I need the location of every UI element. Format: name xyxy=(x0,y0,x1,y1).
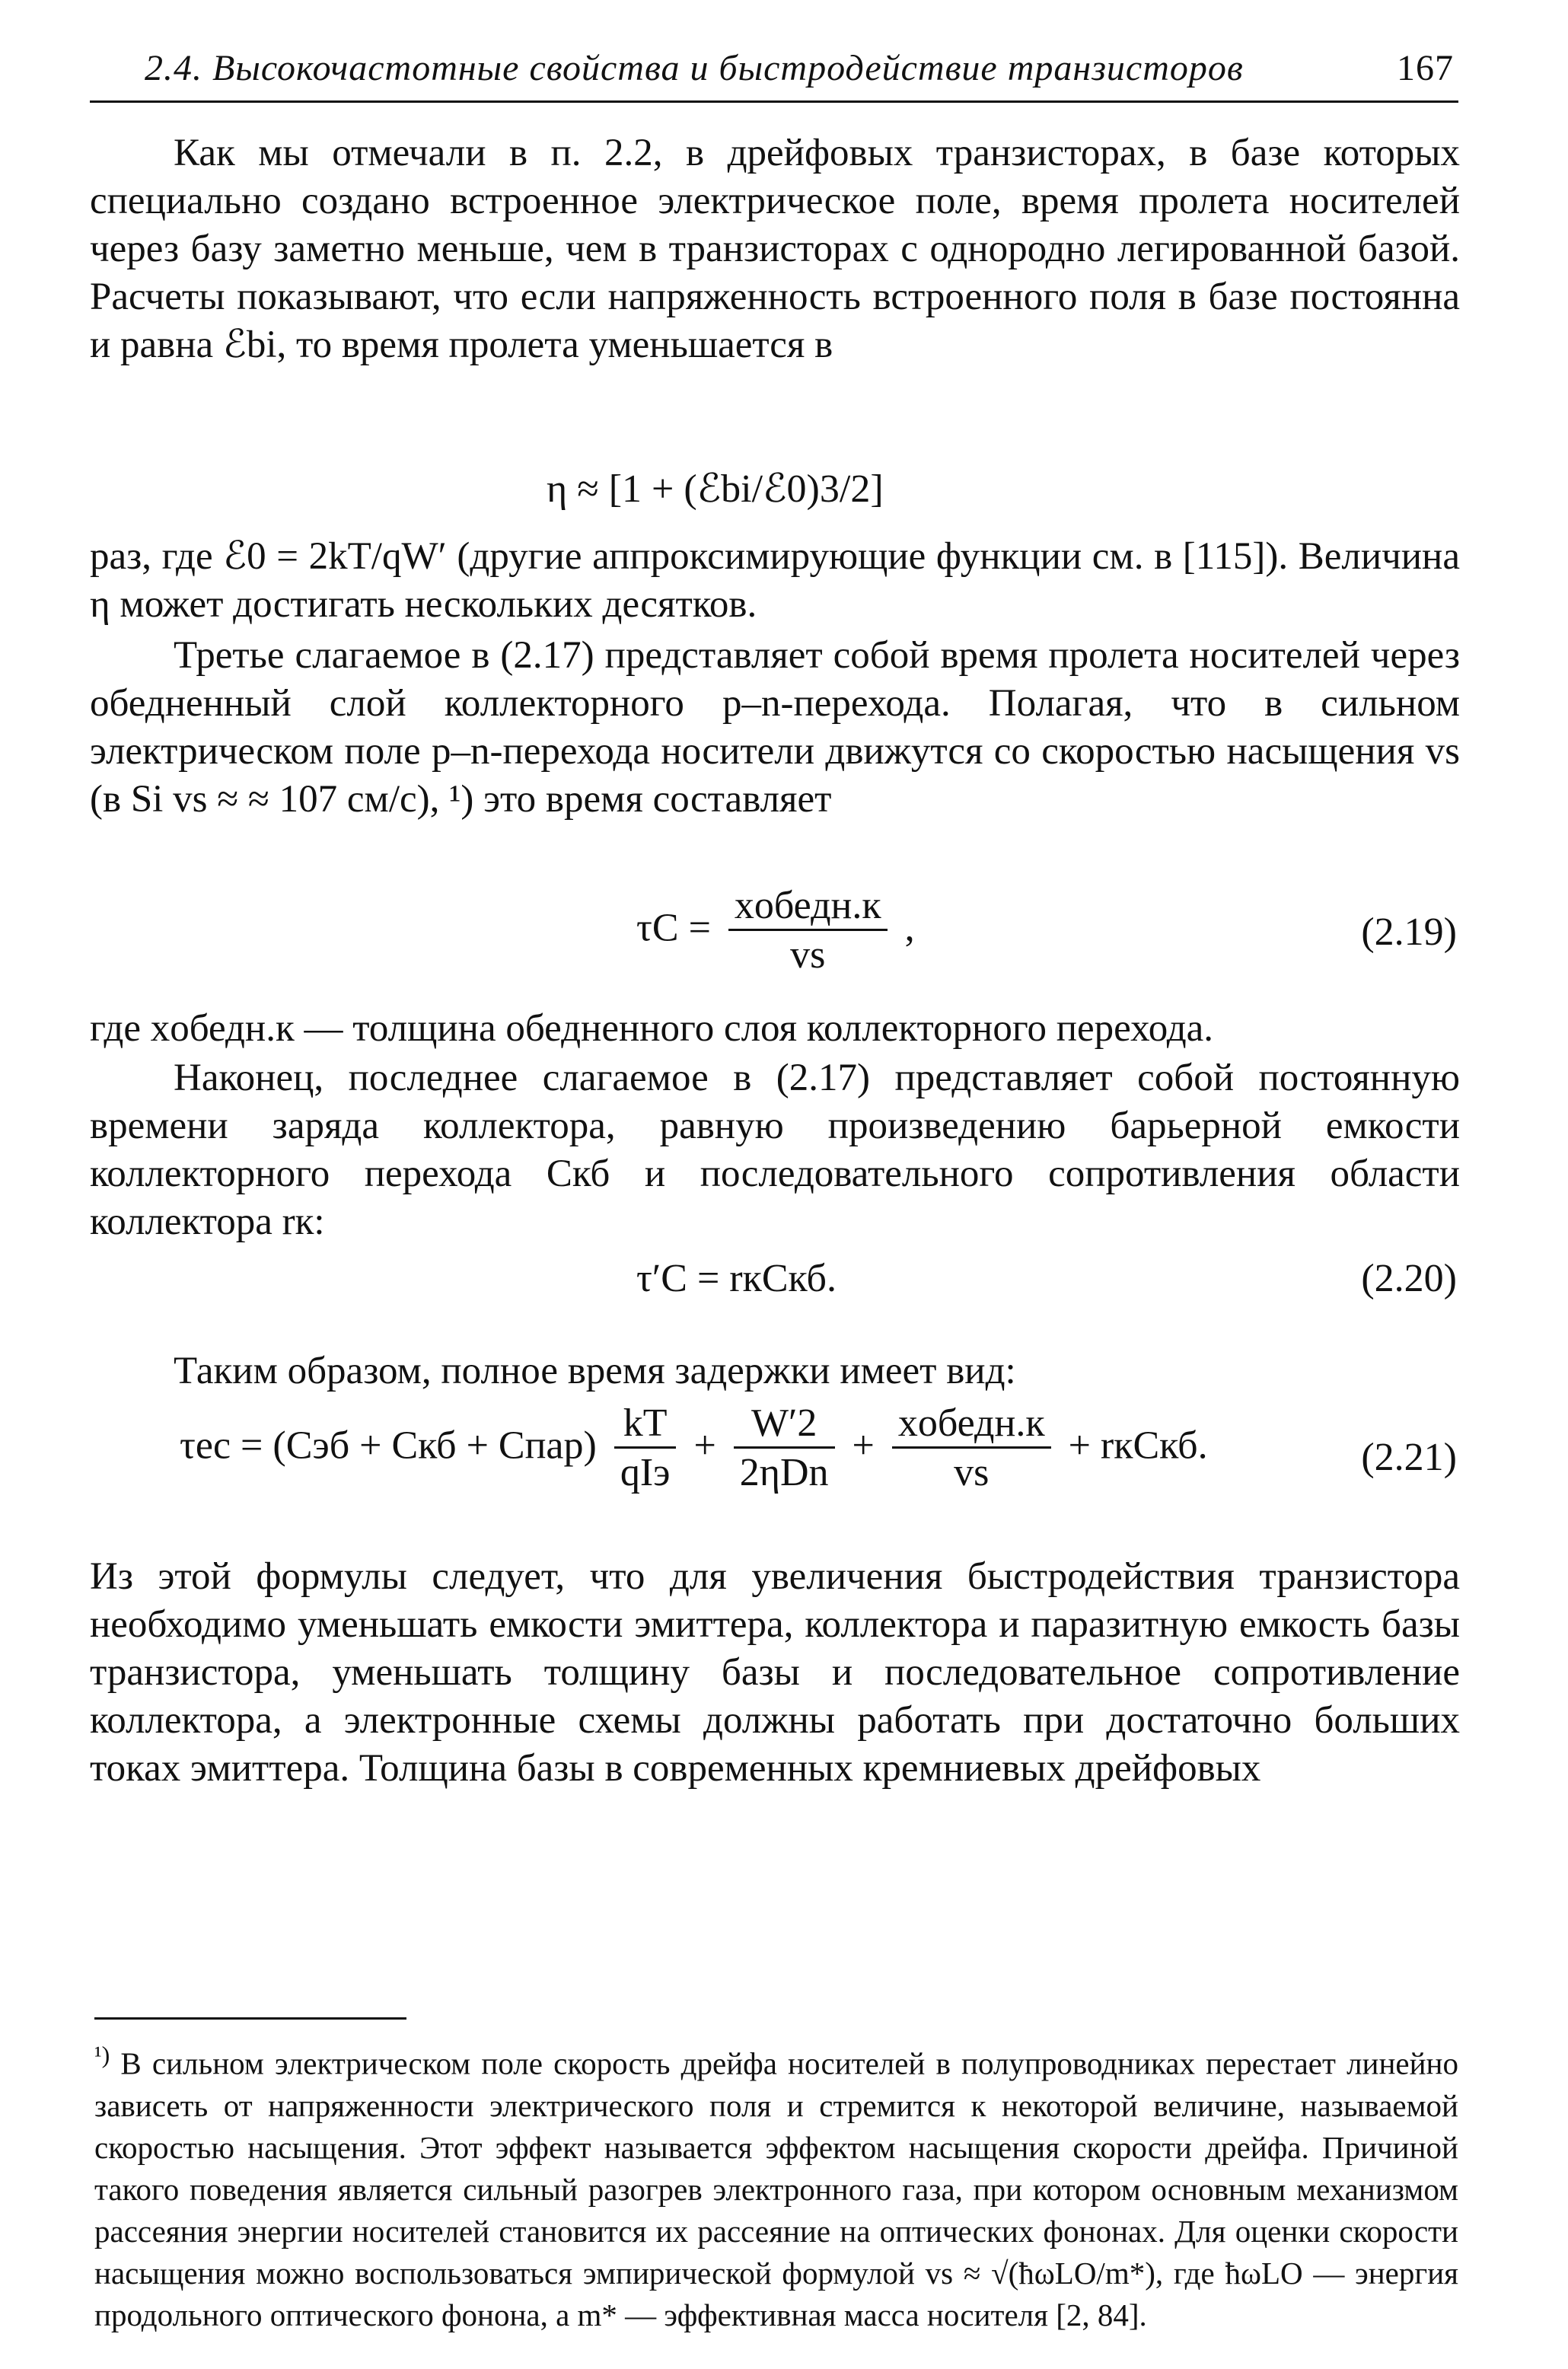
eq221-tail: + rкCкб. xyxy=(1068,1424,1208,1468)
equation-2-21 xyxy=(180,1401,1208,1497)
eq219-numerator: xобедн.к xyxy=(728,883,888,931)
eq221-f3-numerator: xобедн.к xyxy=(892,1401,1051,1449)
formula-eta: η ≈ [1 + (ℰbi/ℰ0)3/2] xyxy=(547,467,884,511)
eq221-fraction-3 xyxy=(892,1401,1051,1497)
paragraph-e0-definition: раз, где ℰ0 = 2kT/qW′ (другие аппроксимирующие функции см. в [115]). Величина η может достигать нескольких десятков. xyxy=(90,535,1460,626)
page-number: 167 xyxy=(1397,48,1454,88)
running-title: 2.4. Высокочастотные свойства и быстродействие транзисторов xyxy=(145,48,1244,88)
paragraph-total-delay: Таким образом, полное время задержки имеет вид: xyxy=(174,1350,1016,1392)
eq221-f3-denominator: vs xyxy=(954,1451,990,1494)
paragraph-last-term: Наконец, последнее слагаемое в (2.17) представляет собой постоянную времени заряда коллектора, равную произведению барьерной емкости коллекторного перехода Cкб и последовательного сопротивления области коллектора rк: xyxy=(90,1057,1460,1243)
eq219-tail: , xyxy=(904,906,915,950)
equation-number-2-21: (2.21) xyxy=(1361,1436,1457,1479)
eq221-plus-1: + xyxy=(693,1424,716,1468)
paragraph-conclusion: Из этой формулы следует, что для увеличения быстродействия транзистора необходимо уменьшать емкости эмиттера, коллектора и паразитную емкость базы транзистора, уменьшать толщину базы и последовательное сопротивление коллектора, а электронные схемы должны работать при достаточно больших токах эмиттера. Толщина базы в современных кремниевых дрейфовых xyxy=(90,1555,1460,1790)
running-header xyxy=(145,47,1454,89)
footnote xyxy=(94,2034,1458,2336)
eq221-plus-2: + xyxy=(852,1424,875,1468)
equation-2-20: τ′C = rкCкб. xyxy=(636,1257,837,1300)
eq221-lhs: τec = (Cэб + Cкб + Cпар) xyxy=(180,1424,597,1468)
header-rule xyxy=(90,100,1458,103)
paragraph-depletion-thickness: где xобедн.к — толщина обедненного слоя коллекторного перехода. xyxy=(90,1007,1214,1050)
eq221-f2-denominator: 2ηDn xyxy=(739,1451,829,1494)
paragraph-drift-transistors: Как мы отмечали в п. 2.2, в дрейфовых транзисторах, в базе которых специально создано встроенное электрическое поле, время пролета носителей через базу заметно меньше, чем в транзисторах с однородно легированной базой. Расчеты показывают, что если напряженность встроенного поля в базе постоянна и равна ℰbi, то время пролета уменьшается в xyxy=(90,132,1460,366)
equation-2-19 xyxy=(636,883,915,980)
paragraph-third-term: Третье слагаемое в (2.17) представляет собой время пролета носителей через обедненный слой коллекторного p–n-перехода. Полагая, что в сильном электрическом поле p–n-перехода носители движутся со скоростью насыщения vs (в Si vs ≈ ≈ 107 см/с), ¹) это время составляет xyxy=(90,634,1460,821)
eq221-fraction-2 xyxy=(734,1401,835,1497)
eq221-f1-numerator: kT xyxy=(614,1401,677,1449)
eq219-denominator: vs xyxy=(790,933,826,977)
equation-number-2-19: (2.19) xyxy=(1361,910,1457,954)
eq219-fraction xyxy=(728,883,888,980)
footnote-rule xyxy=(94,2017,406,2020)
eq221-f1-denominator: qIэ xyxy=(620,1451,671,1494)
equation-number-2-20: (2.20) xyxy=(1361,1257,1457,1300)
footnote-text: В сильном электрическом поле скорость дрейфа носителей в полупроводниках перестает линейно зависеть от напряженности электрического поля и стремится к некоторой величине, называемой скоростью насыщения. Этот эффект называется эффектом насыщения скорости дрейфа. Причиной такого поведения является сильный разогрев электронного газа, при котором основным механизмом рассеяния энергии носителей становится их рассеяние на оптических фононах. Для оценки скорости насыщения можно воспользоваться эмпирической формулой vs ≈ √(ħωLO/m*), где ħωLO — энергия продольного оптического фонона, а m* — эффективная масса носителя [2, 84]. xyxy=(94,2045,1458,2332)
footnote-mark: ¹) xyxy=(94,2041,110,2068)
eq221-fraction-1 xyxy=(614,1401,677,1497)
eq219-lhs: τC = xyxy=(636,906,711,950)
eq221-f2-numerator: W′2 xyxy=(734,1401,835,1449)
